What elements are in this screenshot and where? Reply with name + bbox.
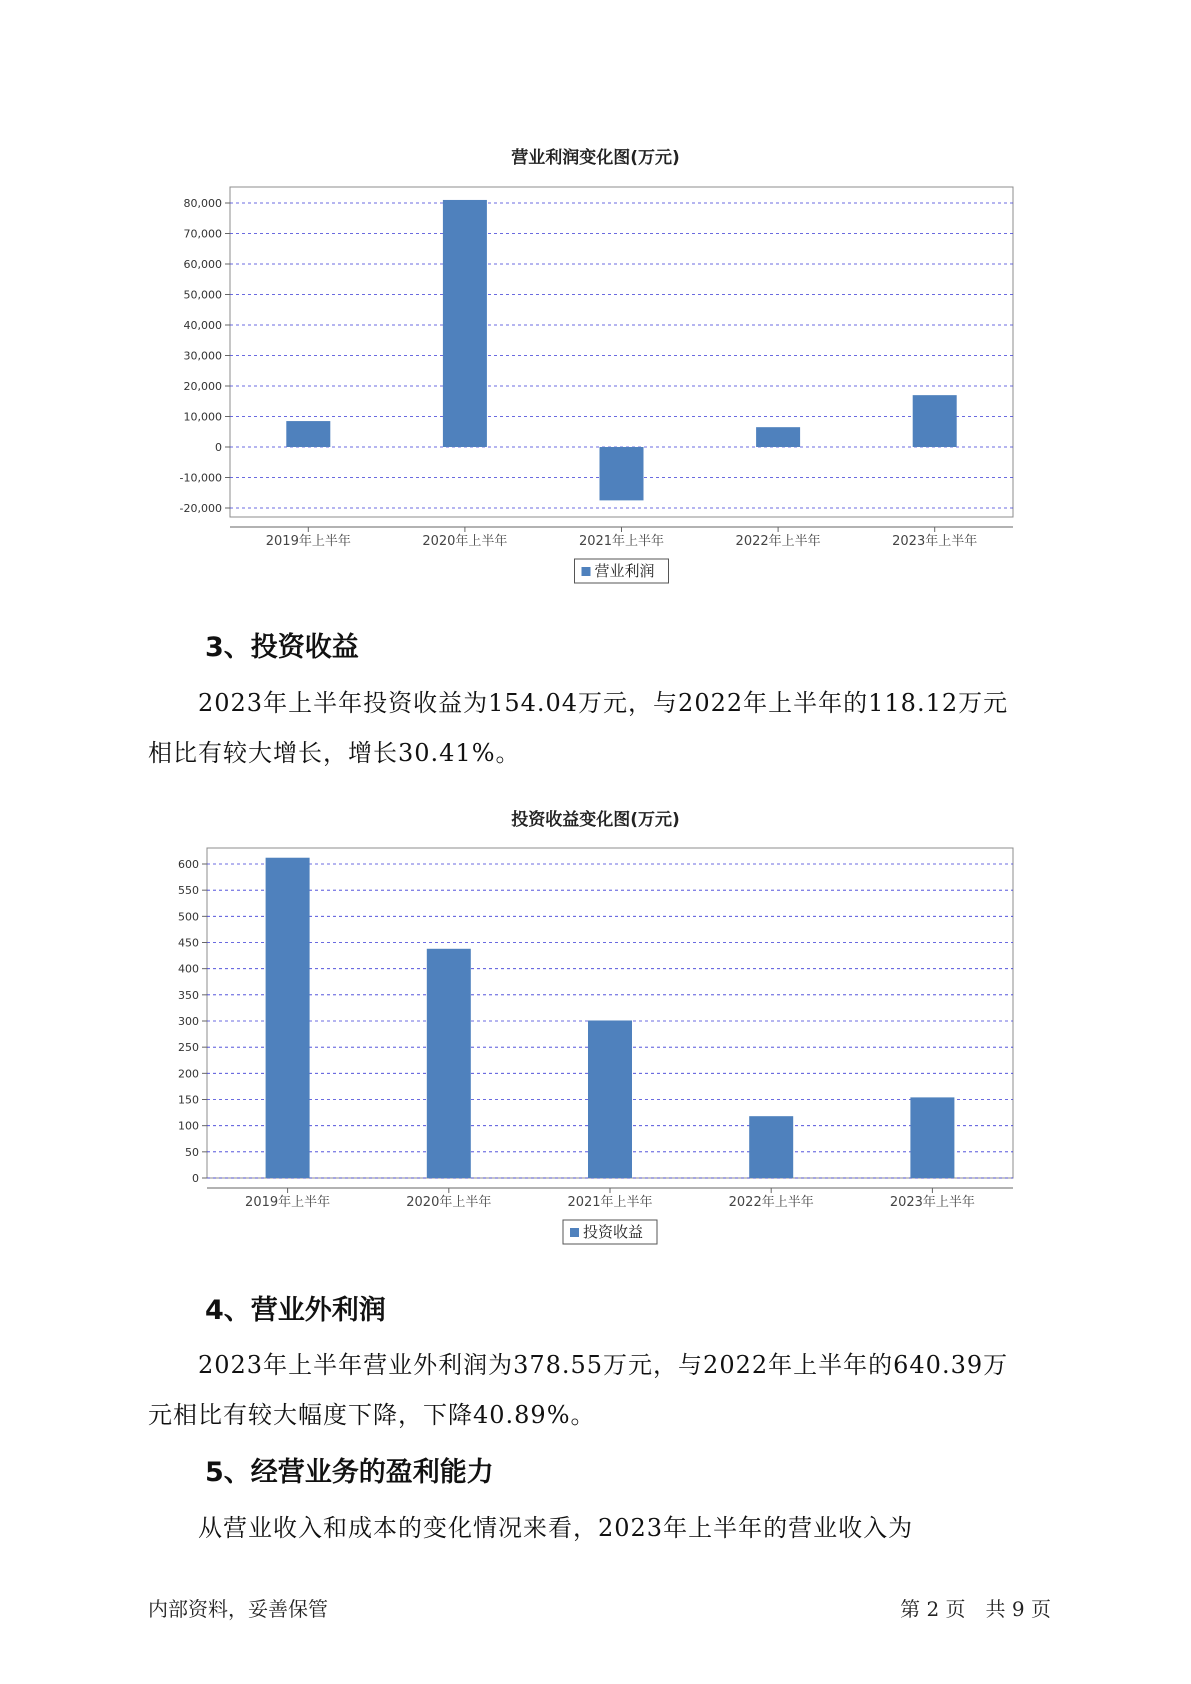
legend-swatch <box>582 567 591 576</box>
section3-line1: 2023年上半年投资收益为154.04万元，与2022年上半年的118.12万元 <box>198 689 1009 717</box>
bar <box>286 421 330 447</box>
bar <box>910 1097 954 1178</box>
y-tick-label: 0 <box>215 441 222 454</box>
y-tick-label: 200 <box>178 1067 199 1081</box>
y-tick-label: -20,000 <box>179 502 222 515</box>
bar <box>427 949 471 1178</box>
y-tick-label: 150 <box>178 1093 199 1107</box>
operating-profit-chart <box>0 0 1191 600</box>
x-tick-label: 2023年上半年 <box>892 534 978 549</box>
y-tick-label: 0 <box>192 1172 199 1185</box>
x-tick-label: 2021年上半年 <box>567 1195 653 1210</box>
bar <box>756 427 800 447</box>
bar <box>266 858 310 1178</box>
y-tick-label: 500 <box>178 910 199 924</box>
y-tick-label: -10,000 <box>179 471 222 485</box>
section3-heading: 3、投资收益 <box>205 632 359 663</box>
section4-line1: 2023年上半年营业外利润为378.55万元，与2022年上半年的640.39万 <box>198 1351 1009 1379</box>
y-tick-label: 600 <box>178 858 199 871</box>
x-tick-label: 2020年上半年 <box>422 534 508 549</box>
bar <box>749 1116 793 1178</box>
legend-swatch <box>570 1228 579 1237</box>
bar <box>913 395 957 447</box>
investment-income-chart <box>0 600 1191 1260</box>
y-tick-label: 70,000 <box>183 227 222 241</box>
y-tick-label: 50,000 <box>183 288 222 302</box>
x-tick-label: 2021年上半年 <box>578 534 665 549</box>
x-tick-label: 2020年上半年 <box>406 1195 492 1210</box>
y-tick-label: 300 <box>178 1015 199 1028</box>
section5-heading: 5、经营业务的盈利能力 <box>205 1457 494 1488</box>
y-tick-label: 250 <box>178 1041 199 1055</box>
y-tick-label: 60,000 <box>183 258 222 271</box>
section5-line1: 从营业收入和成本的变化情况来看，2023年上半年的营业收入为 <box>198 1514 914 1542</box>
y-tick-label: 400 <box>178 962 199 976</box>
legend-label: 投资收益 <box>583 1223 644 1241</box>
bar <box>443 200 487 447</box>
section4-heading: 4、营业外利润 <box>205 1295 386 1326</box>
bar <box>600 447 644 500</box>
x-tick-label: 2022年上半年 <box>728 1195 814 1210</box>
x-tick-label: 2023年上半年 <box>889 1195 975 1210</box>
section3-line2: 相比有较大增长，增长30.41%。 <box>148 739 521 767</box>
y-tick-label: 20,000 <box>183 380 222 393</box>
legend-label: 营业利润 <box>594 562 655 580</box>
section4-line2: 元相比有较大幅度下降，下降40.89%。 <box>148 1401 596 1429</box>
x-tick-label: 2019年上半年 <box>265 534 351 549</box>
y-tick-label: 10,000 <box>183 410 222 424</box>
y-tick-label: 550 <box>178 884 199 898</box>
footer-page-number: 第 2 页 共 9 页 <box>900 1597 1051 1621</box>
y-tick-label: 50 <box>185 1145 199 1159</box>
y-tick-label: 450 <box>178 936 199 950</box>
x-tick-label: 2019年上半年 <box>245 1195 331 1210</box>
y-tick-label: 100 <box>178 1119 199 1133</box>
chart1-title: 营业利润变化图(万元) <box>511 148 680 168</box>
x-tick-label: 2022年上半年 <box>735 534 821 549</box>
y-tick-label: 40,000 <box>183 319 222 332</box>
y-tick-label: 350 <box>178 988 199 1002</box>
chart2-title: 投资收益变化图(万元) <box>511 810 680 830</box>
footer-left: 内部资料，妥善保管 <box>148 1597 328 1621</box>
y-tick-label: 30,000 <box>183 349 222 363</box>
bar <box>588 1020 632 1178</box>
y-tick-label: 80,000 <box>183 197 222 210</box>
